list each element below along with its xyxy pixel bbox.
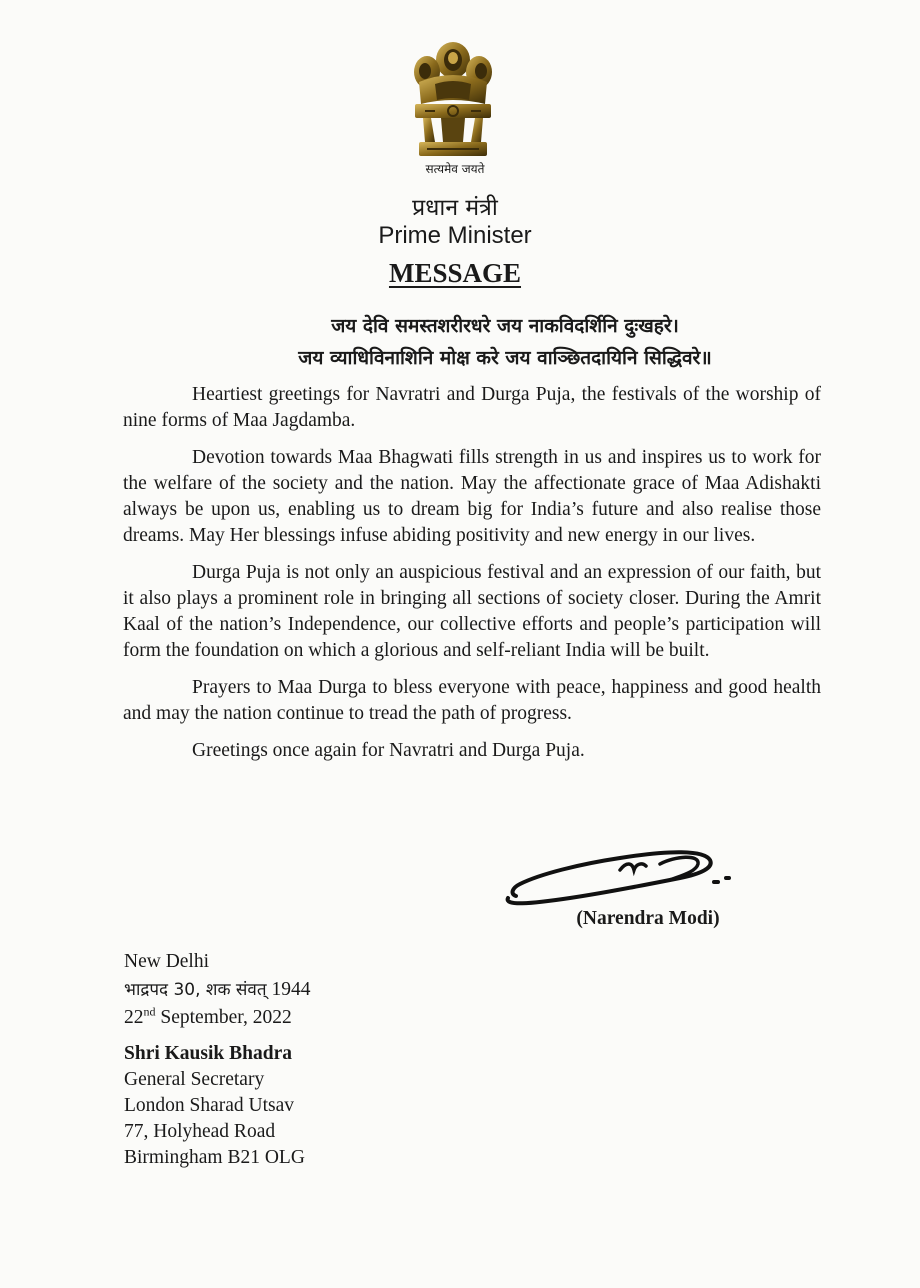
place: New Delhi [124, 951, 210, 972]
recipient-title: General Secretary [124, 1069, 265, 1090]
date-day: 22 [124, 1007, 144, 1028]
handwritten-signature [500, 840, 745, 912]
hindi-date [124, 976, 310, 1004]
office-title-hindi: प्रधान मंत्री [412, 195, 498, 221]
body-paragraph: Devotion towards Maa Bhagwati fills strength in us and inspires us to work for the welfare of the society and the nation. May the affectionate grace of Maa Adishakti always be upon us, enabling us to dream big for India’s future and also realise those dreams. May Her blessings infuse abiding positivity and new energy in our lives. [123, 447, 821, 546]
recipient-name: Shri Kausik Bhadra [124, 1043, 292, 1064]
date-month-year: September, 2022 [155, 1007, 292, 1028]
national-motto: सत्यमेव जयते [425, 162, 485, 176]
message-heading: MESSAGE [388, 258, 522, 288]
place-date-block [124, 948, 310, 1032]
recipient-city: Birmingham B21 OLG [124, 1147, 305, 1168]
hindi-date-text: भाद्रपद 30, शक संवत् [124, 980, 267, 1000]
recipient-address [124, 1041, 305, 1171]
office-title-english: Prime Minister [378, 222, 532, 249]
body-paragraph: Prayers to Maa Durga to bless everyone with peace, happiness and good health and may the nation continue to tread the path of progress. [123, 677, 821, 724]
body-paragraph: Greetings once again for Navratri and Durga Puja. [192, 740, 585, 761]
national-emblem-icon [405, 38, 501, 164]
recipient-street: 77, Holyhead Road [124, 1121, 276, 1142]
shloka-line-2: जय व्याधिविनाशिनि मोक्ष करे जय वाञ्छितदायिनि सिद्धिवरे॥ [298, 347, 712, 369]
body-paragraph: Durga Puja is not only an auspicious festival and an expression of our faith, but it also plays a prominent role in bringing all sections of society closer. During the Amrit Kaal of the nation’s Independence, our collective efforts and people’s participation will form the foundation on which a glorious and self-reliant India will be built. [123, 562, 821, 661]
date-day-suffix: nd [143, 1004, 156, 1019]
signatory-name: (Narendra Modi) [576, 908, 720, 929]
hindi-date-year: 1944 [271, 979, 311, 1000]
message-body [123, 382, 821, 775]
english-date [124, 1004, 310, 1032]
shloka-line-1: जय देवि समस्तशरीरधरे जय नाकविदर्शिनि दुःखहरे। [331, 315, 679, 337]
recipient-organization: London Sharad Utsav [124, 1095, 295, 1116]
body-paragraph: Heartiest greetings for Navratri and Durga Puja, the festivals of the worship of nine forms of Maa Jagdamba. [123, 384, 821, 431]
